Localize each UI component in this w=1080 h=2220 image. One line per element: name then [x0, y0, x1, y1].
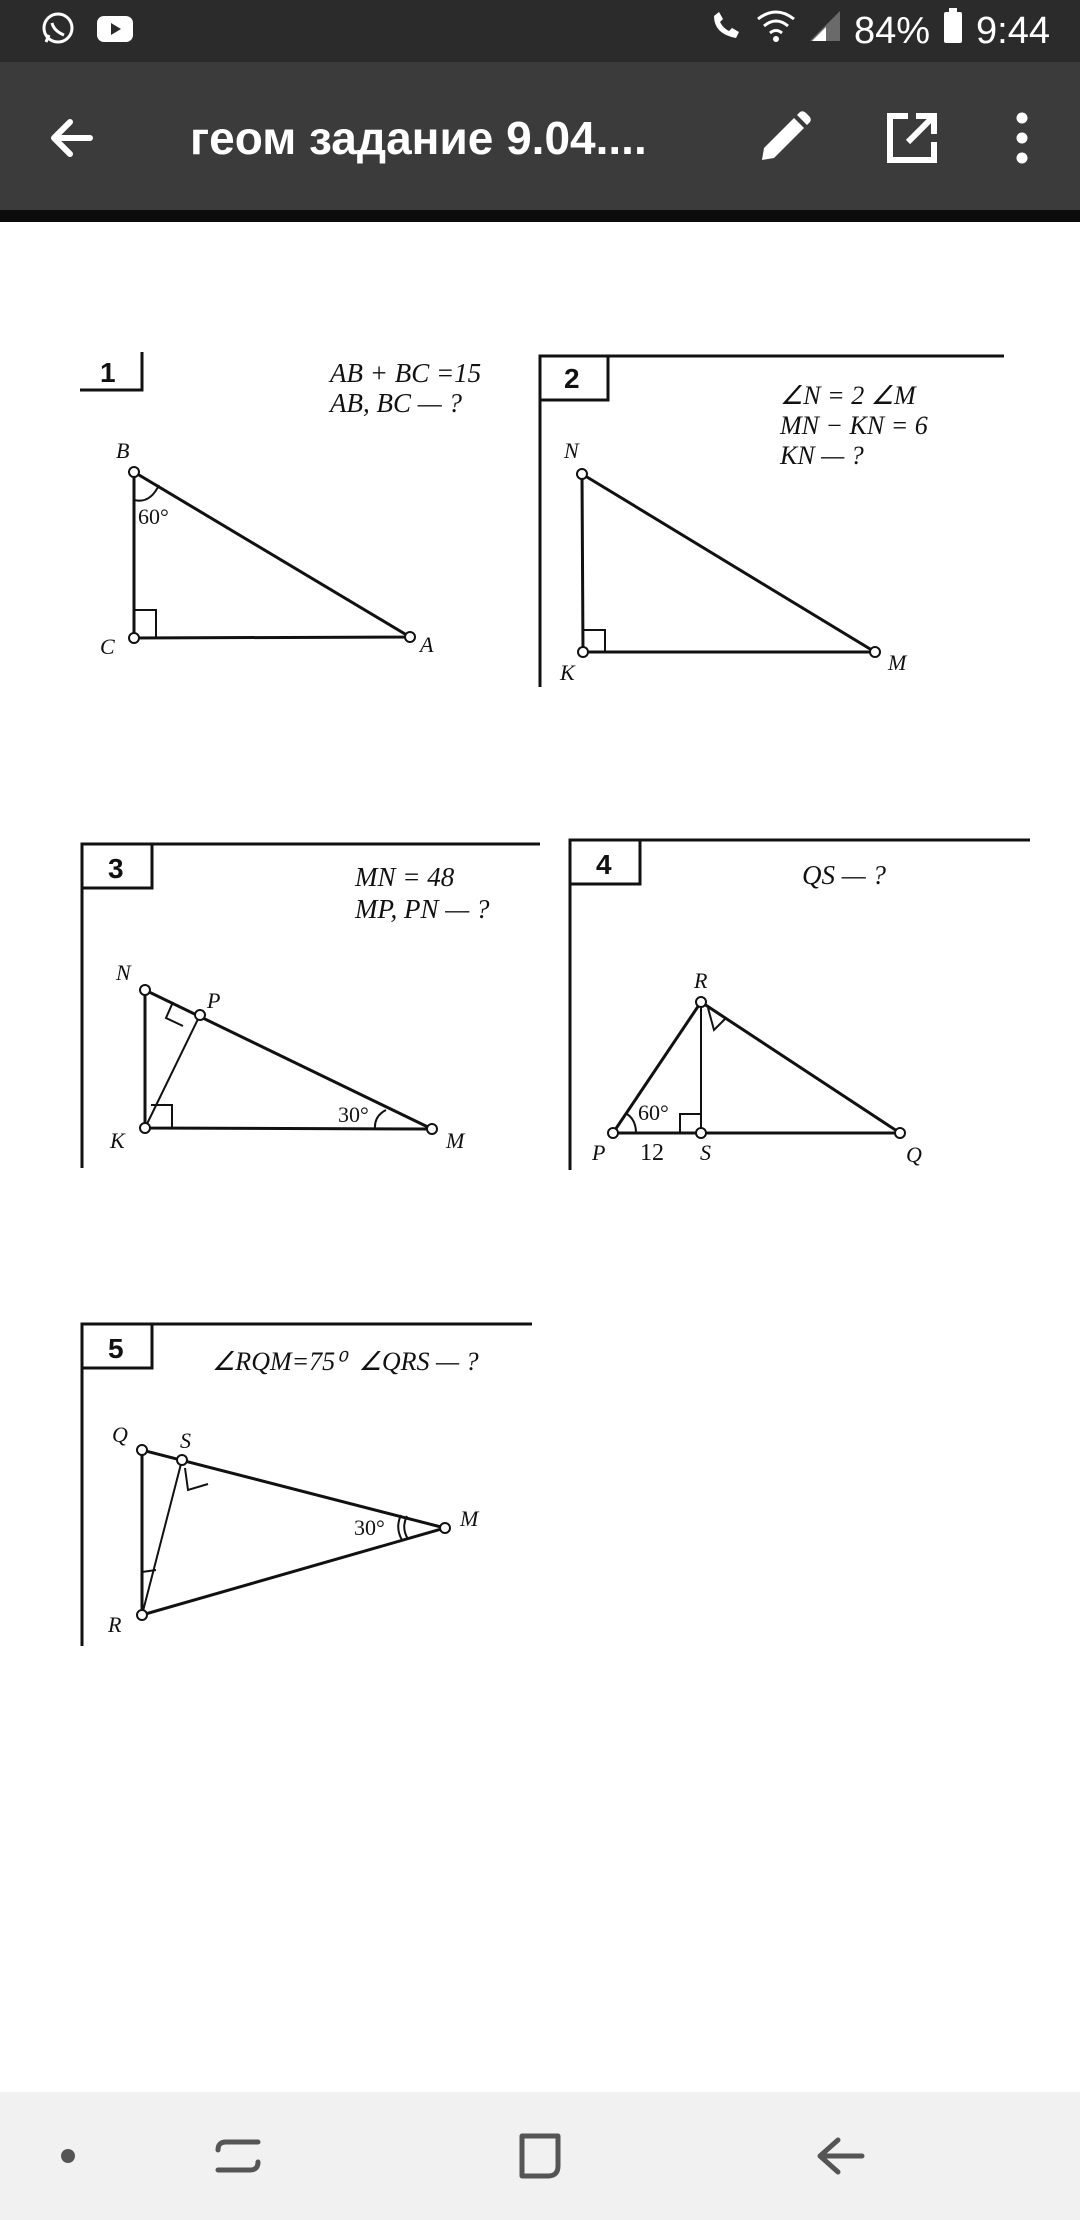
nav-recents-button[interactable]	[198, 2116, 278, 2196]
angle-label: 60°	[638, 1100, 669, 1125]
signal-icon	[808, 9, 842, 53]
angle-label: 30°	[338, 1102, 369, 1127]
whatsapp-icon	[40, 11, 76, 52]
problem-number: 3	[108, 853, 124, 884]
home-icon	[500, 2116, 580, 2196]
vertex-label: Q	[112, 1422, 128, 1447]
document-title: геом задание 9.04....	[190, 112, 647, 164]
problem-4	[570, 840, 1030, 1170]
problem-number: 5	[108, 1333, 124, 1364]
segment-label: 12	[640, 1140, 664, 1166]
recents-icon	[198, 2116, 278, 2196]
wifi-icon	[756, 9, 796, 53]
status-bar	[0, 0, 1080, 62]
vertex-label: C	[100, 634, 115, 659]
angle-label: 30°	[354, 1515, 385, 1540]
vertex-label: M	[460, 1506, 479, 1531]
open-in-app-button[interactable]	[880, 106, 944, 170]
vertex-label: P	[207, 988, 221, 1013]
vertex-label: R	[108, 1612, 122, 1637]
nav-assistant-button[interactable]	[28, 2116, 108, 2196]
youtube-icon	[96, 14, 134, 49]
edit-button[interactable]	[752, 106, 816, 170]
back-icon	[802, 2116, 882, 2196]
given-line: ∠N = 2 ∠M	[780, 381, 916, 410]
vertex-label: R	[694, 968, 708, 993]
open-external-icon	[880, 106, 944, 170]
nav-back-button[interactable]	[802, 2116, 882, 2196]
angle-label: 60°	[138, 504, 169, 529]
pencil-icon	[752, 106, 816, 170]
navigation-bar	[0, 2092, 1080, 2220]
clock: 9:44	[976, 9, 1050, 52]
given-line: KN — ?	[780, 441, 864, 470]
given-line: MN = 48	[355, 862, 455, 892]
given-line: QS — ?	[802, 860, 887, 890]
problem-number: 4	[596, 849, 612, 880]
more-vert-icon	[996, 106, 1048, 170]
problem-number: 1	[100, 357, 116, 388]
vertex-label: M	[446, 1128, 465, 1153]
problem-3	[82, 844, 540, 1168]
problem-2	[540, 356, 1004, 687]
app-bar-divider	[0, 210, 1080, 222]
given-line: ∠RQM=75⁰ ∠QRS — ?	[212, 1347, 479, 1376]
battery-icon	[942, 8, 964, 54]
vertex-label: K	[560, 660, 575, 685]
document-view[interactable]	[0, 222, 1080, 2092]
back-button[interactable]	[38, 104, 106, 172]
status-left	[40, 10, 134, 52]
problem-1	[80, 352, 481, 659]
vertex-label: A	[420, 632, 434, 657]
given-line: AB, BC — ?	[330, 388, 462, 418]
battery-percent: 84%	[853, 9, 931, 52]
problem-number: 2	[564, 363, 580, 394]
vertex-label: B	[116, 438, 130, 463]
vertex-label: Q	[906, 1142, 922, 1167]
vertex-label: N	[564, 438, 579, 463]
app-bar	[0, 62, 1080, 210]
problem-5	[82, 1324, 532, 1646]
vertex-label: N	[116, 960, 131, 985]
vertex-label: S	[180, 1428, 191, 1453]
given-line: AB + BC =15	[330, 358, 482, 388]
more-options-button[interactable]	[996, 106, 1048, 170]
dot-icon	[28, 2116, 108, 2196]
status-right	[708, 0, 1050, 62]
back-arrow-icon	[38, 104, 106, 172]
wifi-call-icon	[708, 8, 744, 54]
given-line: MN − KN = 6	[780, 411, 928, 440]
vertex-label: P	[592, 1140, 606, 1165]
nav-home-button[interactable]	[500, 2116, 580, 2196]
vertex-label: M	[888, 650, 907, 675]
given-line: MP, PN — ?	[355, 894, 490, 924]
vertex-label: S	[700, 1140, 711, 1165]
vertex-label: K	[110, 1128, 125, 1153]
